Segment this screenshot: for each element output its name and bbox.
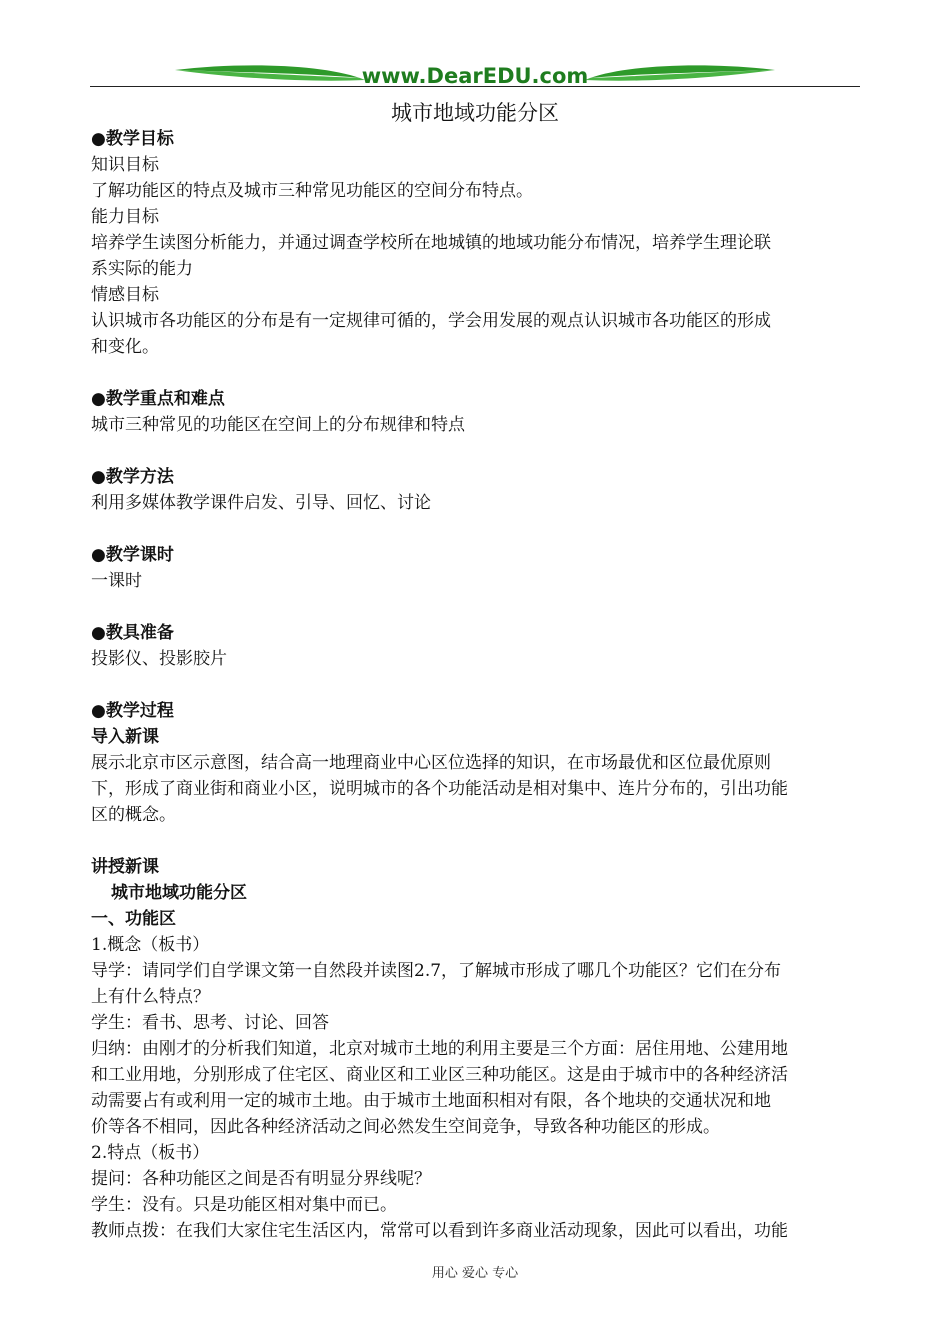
new-lesson-heading: 讲授新课 — [91, 857, 159, 877]
summary-text: 价等各不相同，因此各种经济活动之间必然发生空间竞争，导致各种功能区的形成。 — [91, 1117, 720, 1137]
guide-text: 导学：请同学们自学课文第一自然段并读图2.7，了解城市形成了哪几个功能区？它们在分布 — [91, 961, 782, 981]
teacher-note: 教师点拨：在我们大家住宅生活区内，常常可以看到许多商业活动现象，因此可以看出，功能 — [91, 1221, 788, 1241]
logo-text: www.DearEDU.com — [361, 64, 589, 88]
section-heading-goals: ●教学目标 — [91, 129, 174, 149]
summary-text: 动需要占有或利用一定的城市土地。由于城市土地面积相对有限，各个地块的交通状况和地 — [91, 1091, 771, 1111]
part-one-heading: 一、功能区 — [91, 909, 176, 929]
summary-text: 和工业用地，分别形成了住宅区、商业区和工业区三种功能区。这是由于城市中的各种经济活 — [91, 1065, 788, 1085]
hours-text: 一课时 — [91, 571, 142, 591]
intro-text: 展示北京市区示意图，结合高一地理商业中心区位选择的知识，在市场最优和区位最优原则 — [91, 753, 771, 773]
emotion-goal-text: 认识城市各功能区的分布是有一定规律可循的，学会用发展的观点认识城市各功能区的形成 — [91, 311, 771, 331]
emotion-goal-label: 情感目标 — [91, 285, 159, 305]
section-heading-process: ●教学过程 — [91, 701, 174, 721]
header-rule — [90, 86, 860, 87]
section-heading-hours: ●教学课时 — [91, 545, 174, 565]
ability-goal-text: 系实际的能力 — [91, 259, 193, 279]
ability-goal-text: 培养学生读图分析能力，并通过调查学校所在地城镇的地域功能分布情况，培养学生理论联 — [91, 233, 771, 253]
document-body — [91, 126, 863, 1244]
key-points-text: 城市三种常见的功能区在空间上的分布规律和特点 — [91, 415, 465, 435]
section-heading-key-points: ●教学重点和难点 — [91, 389, 225, 409]
concept-label: 1.概念（板书） — [91, 935, 210, 955]
document-title: 城市地域功能分区 — [391, 101, 559, 125]
page-footer: 用心 爱心 专心 — [431, 1266, 519, 1281]
student-answer: 学生：没有。只是功能区相对集中而已。 — [91, 1195, 397, 1215]
section-heading-methods: ●教学方法 — [91, 467, 174, 487]
methods-text: 利用多媒体教学课件启发、引导、回忆、讨论 — [91, 493, 431, 513]
intro-text: 区的概念。 — [91, 805, 176, 825]
section-heading-tools: ●教具准备 — [91, 623, 174, 643]
guide-text: 上有什么特点？ — [91, 987, 210, 1007]
knowledge-goal-text: 了解功能区的特点及城市三种常见功能区的空间分布特点。 — [91, 181, 533, 201]
knowledge-goal-label: 知识目标 — [91, 155, 159, 175]
question-text: 提问：各种功能区之间是否有明显分界线呢？ — [91, 1169, 431, 1189]
intro-text: 下，形成了商业街和商业小区，说明城市的各个功能活动是相对集中、连片分布的，引出功能 — [91, 779, 788, 799]
emotion-goal-text: 和变化。 — [91, 337, 159, 357]
intro-heading: 导入新课 — [91, 727, 159, 747]
new-lesson-subheading: 城市地域功能分区 — [111, 883, 247, 903]
tools-text: 投影仪、投影胶片 — [91, 649, 227, 669]
student-answer: 学生：看书、思考、讨论、回答 — [91, 1013, 329, 1033]
summary-text: 归纳：由刚才的分析我们知道，北京对城市土地的利用主要是三个方面：居住用地、公建用地 — [91, 1039, 788, 1059]
feature-label: 2.特点（板书） — [91, 1143, 210, 1163]
ability-goal-label: 能力目标 — [91, 207, 159, 227]
